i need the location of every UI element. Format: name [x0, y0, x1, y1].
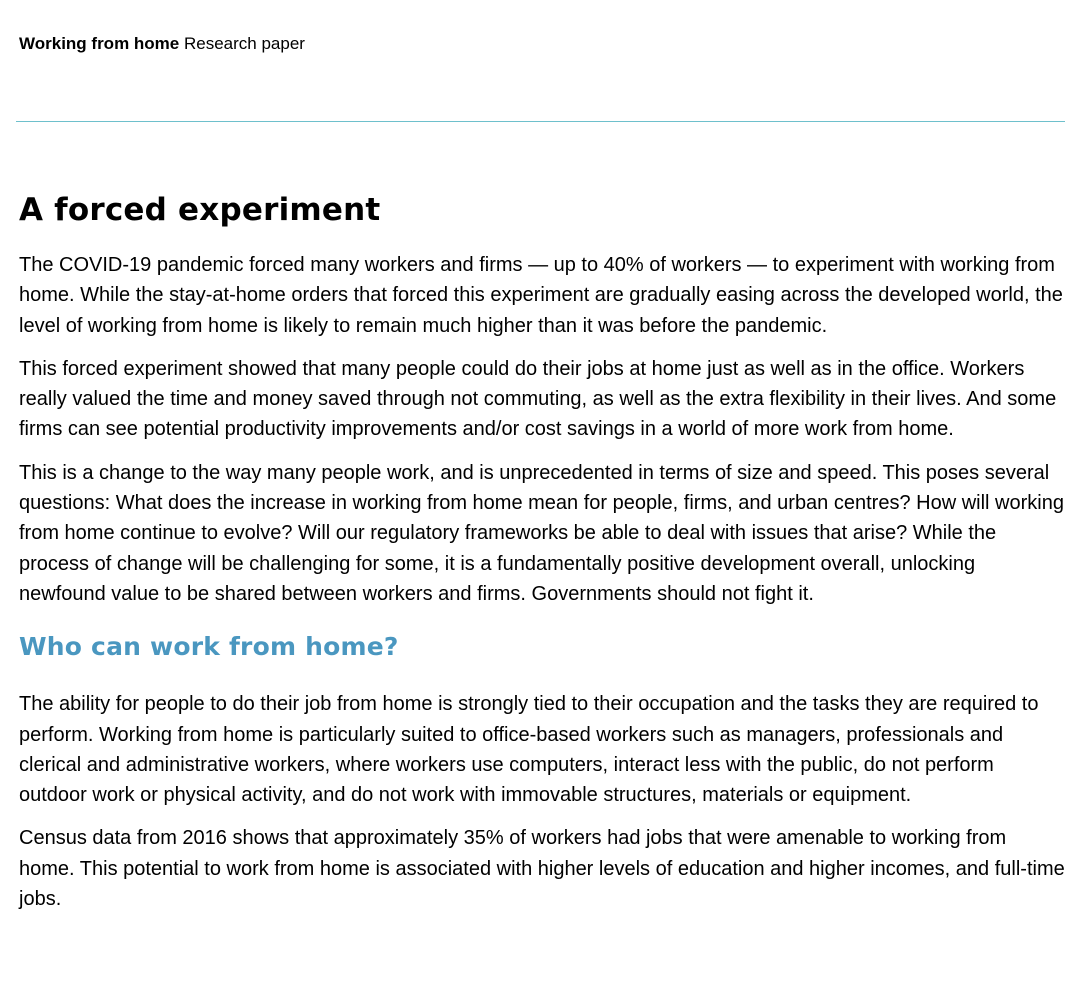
paragraph: This forced experiment showed that many people could do their jobs at home just as well as in the office. Workers really valued the time and money saved through not commuting, as well as the extra flexibility in their lives. And some firms can see potential productivity improvements and/or cost savings in a world of more work from home. — [19, 357, 1057, 441]
running-header — [19, 34, 305, 54]
header-divider — [16, 121, 1065, 122]
paragraph: Census data from 2016 shows that approximately 35% of workers had jobs that were amenable to working from home. This potential to work from home is associated with higher levels of education and higher incomes, and full-time jobs. — [19, 827, 1065, 911]
paragraph: This is a change to the way many people work, and is unprecedented in terms of size and speed. This poses several questions: What does the increase in working from home mean for people, firms, and urban centres? How will working from home continue to evolve? Will our regulatory frameworks be able to deal with issues that arise? While the process of change will be challenging for some, it is a fundamentally positive development overall, unlocking newfound value to be shared between workers and firms. Governments should not fight it. — [19, 461, 1064, 605]
section-heading: A forced experiment — [19, 192, 381, 228]
document-type: Research paper — [183, 34, 305, 53]
document-title: Working from home — [19, 34, 180, 53]
paragraph: The COVID-19 pandemic forced many workers and firms — up to 40% of workers — to experiment with working from home. While the stay-at-home orders that forced this experiment are gradually easing across the developed world, the level of working from home is likely to remain much higher than it was before the pandemic. — [19, 254, 1063, 337]
section-who-can-work-from-home — [19, 627, 1067, 914]
section-subheading: Who can work from home? — [19, 632, 399, 662]
paragraph: The ability for people to do their job from home is strongly tied to their occupation and the tasks they are required to perform. Working from home is particularly suited to office-based workers such as managers, professionals and clerical and administrative workers, where workers use computers, interact less with the public, do not perform outdoor work or physical activity, and do not work with immovable structures, materials or equipment. — [19, 693, 1039, 807]
article-body — [19, 188, 1067, 927]
section-forced-experiment — [19, 188, 1067, 609]
